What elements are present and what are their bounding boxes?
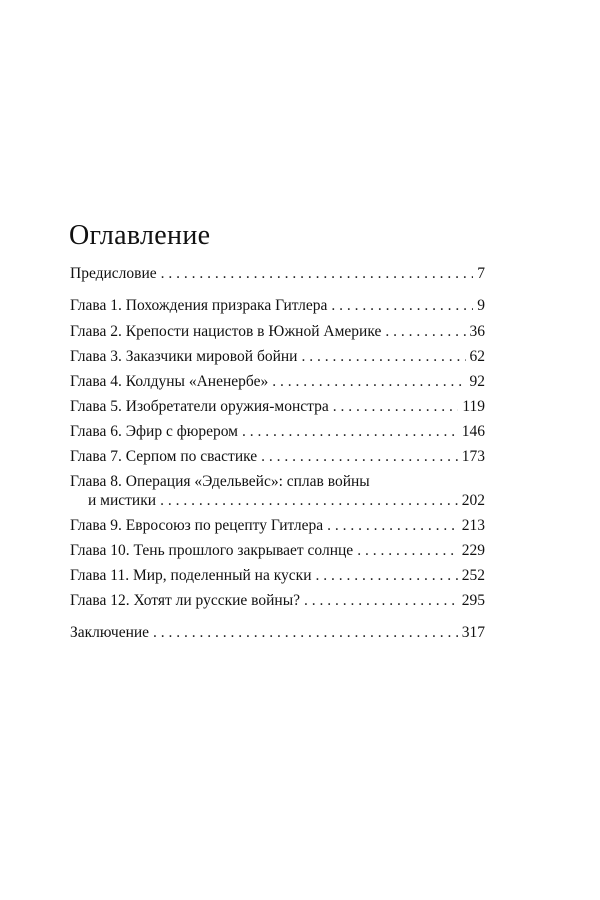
toc-entry-label: Глава 3. Заказчики мировой бойни — [70, 348, 298, 365]
toc-entry-chapter-5 — [70, 398, 485, 422]
toc-entry-label: Заключение — [70, 624, 150, 641]
toc-entry-label: Глава 2. Крепости нацистов в Южной Америке — [70, 323, 382, 340]
toc-entry-page: 295 — [461, 592, 485, 609]
toc-entry-page: 36 — [469, 323, 485, 340]
toc-entry-page: 7 — [477, 265, 485, 282]
dot-leader — [160, 492, 458, 510]
dot-leader — [242, 423, 458, 441]
toc-entry-label: Глава 11. Мир, поделенный на куски — [70, 567, 312, 584]
dot-leader — [153, 624, 458, 642]
toc-entry-preface — [70, 265, 485, 289]
toc-entry-label: Глава 5. Изобретатели оружия-монстра — [70, 398, 329, 415]
dot-leader — [316, 567, 458, 585]
toc-entry-page: 229 — [461, 542, 485, 559]
dot-leader — [161, 265, 474, 283]
toc-entry-chapter-2 — [70, 323, 485, 347]
toc-entry-chapter-4 — [70, 373, 485, 397]
toc-entry-chapter-9 — [70, 517, 485, 541]
toc-entry-chapter-10 — [70, 542, 485, 566]
toc-entry-chapter-6 — [70, 423, 485, 447]
toc-entry-label: Глава 9. Евросоюз по рецепту Гитлера — [70, 517, 324, 534]
toc-entry-page: 252 — [461, 567, 485, 584]
toc-entry-page: 62 — [469, 348, 485, 365]
toc-entry-chapter-1 — [70, 297, 485, 321]
dot-leader — [301, 348, 465, 366]
toc-entry-label: Глава 4. Колдуны «Аненербе» — [70, 373, 269, 390]
toc-entry-label: Предисловие — [70, 265, 157, 282]
dot-leader — [304, 592, 458, 610]
toc-title: Оглавление — [69, 220, 211, 251]
dot-leader — [261, 448, 458, 466]
toc-entry-chapter-7 — [70, 448, 485, 472]
dot-leader — [333, 398, 459, 416]
toc-entry-label: Глава 6. Эфир с фюрером — [70, 423, 238, 440]
dot-leader — [327, 517, 458, 535]
toc-entry-page: 9 — [477, 297, 485, 314]
toc-entry-page: 213 — [461, 517, 485, 534]
toc-entry-page: 146 — [461, 423, 485, 440]
toc-entry-label-cont: и мистики — [88, 492, 157, 509]
toc-entry-page: 317 — [461, 624, 485, 641]
dot-leader — [385, 323, 465, 341]
toc-entry-label: Глава 7. Серпом по свастике — [70, 448, 258, 465]
toc-entry-conclusion — [70, 624, 485, 648]
toc-entry-page: 92 — [469, 373, 485, 390]
dot-leader — [272, 373, 465, 391]
toc-entry-chapter-8-cont — [70, 492, 485, 516]
toc-entry-chapter-11 — [70, 567, 485, 591]
toc-entry-page: 119 — [462, 398, 485, 415]
toc-entry-label: Глава 8. Операция «Эдельвейс»: сплав войны — [70, 473, 370, 490]
dot-leader — [357, 542, 458, 560]
toc-entry-label: Глава 1. Похождения призрака Гитлера — [70, 297, 328, 314]
toc-entry-chapter-3 — [70, 348, 485, 372]
dot-leader — [331, 297, 473, 315]
toc-entry-chapter-12 — [70, 592, 485, 616]
toc-entry-label: Глава 10. Тень прошлого закрывает солнце — [70, 542, 354, 559]
toc-entry-label: Глава 12. Хотят ли русские войны? — [70, 592, 301, 609]
toc-entry-page: 202 — [461, 492, 485, 509]
toc-entry-page: 173 — [461, 448, 485, 465]
